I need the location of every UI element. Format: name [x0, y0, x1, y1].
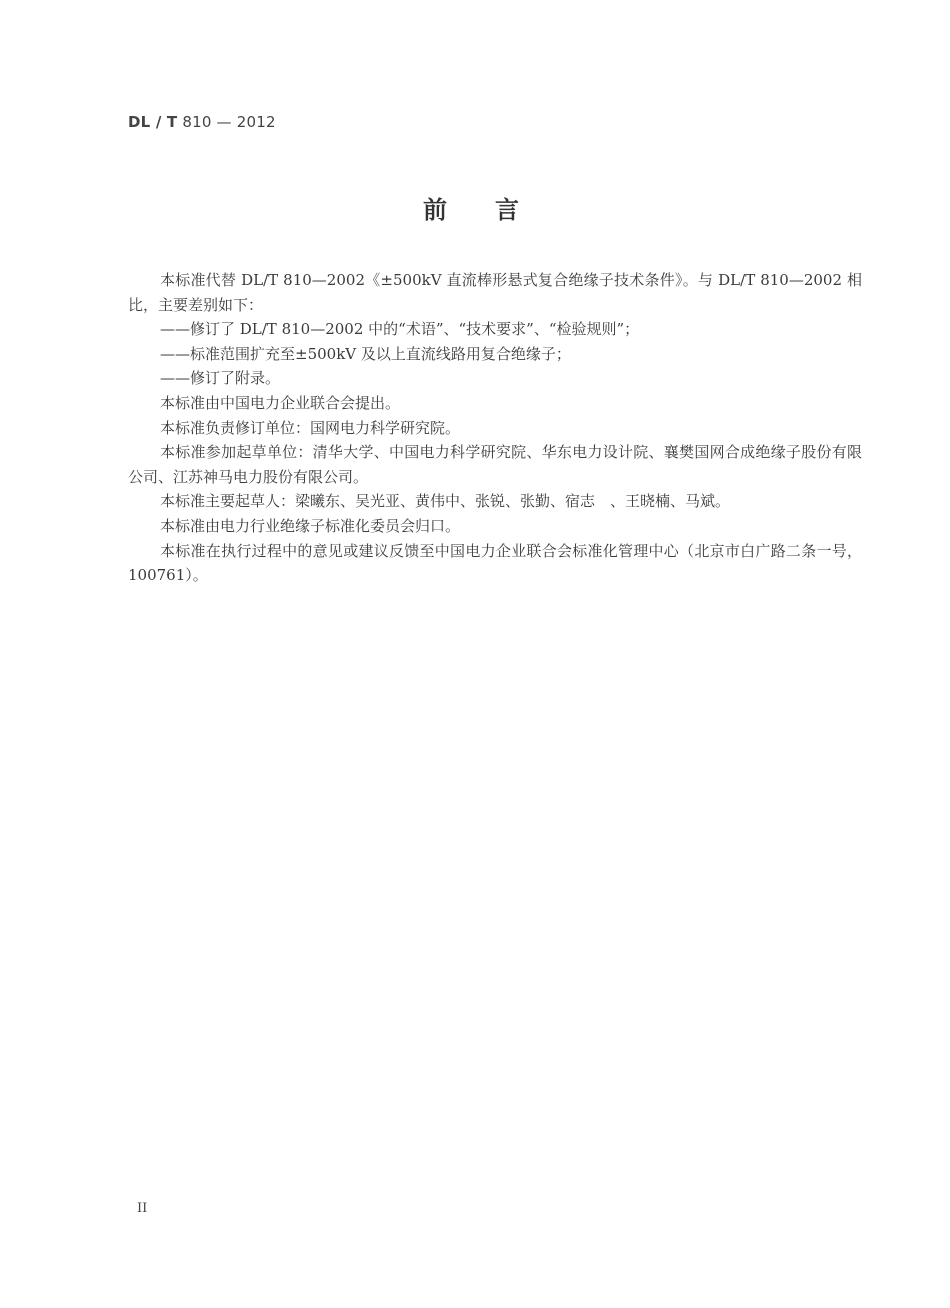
document-code-prefix: DL / T [128, 113, 178, 131]
paragraph-centralized-by: 本标准由电力行业绝缘子标准化委员会归口。 [160, 516, 461, 535]
paragraph-replacement-notice: 本标准代替 DL/T 810—2002《±500kV 直流棒形悬式复合绝缘子技术条件》。与 DL/T 810—2002 相比，主要差别如下： [128, 271, 862, 314]
document-code [128, 113, 276, 131]
paragraph-responsible-unit: 本标准负责修订单位：国网电力科学研究院。 [160, 418, 461, 437]
paragraph-feedback-address: 本标准在执行过程中的意见或建议反馈至中国电力企业联合会标准化管理中心（北京市白广路二条一号，100761）。 [128, 541, 862, 585]
list-item-scope-extension: ——标准范围扩充至±500kV 及以上直流线路用复合绝缘子； [160, 344, 571, 363]
foreword-body [128, 268, 862, 588]
page-number: II [137, 1201, 148, 1216]
list-item-revised-appendix: ——修订了附录。 [160, 369, 281, 388]
paragraph-main-drafters: 本标准主要起草人：梁曦东、吴光亚、黄伟中、张锐、张勤、宿志 、王晓楠、马斌。 [160, 492, 731, 511]
document-code-suffix: 810 — 2012 [177, 113, 276, 131]
list-item-revised-sections: ——修订了 DL/T 810—2002 中的“术语”、“技术要求”、“检验规则”； [160, 320, 640, 339]
paragraph-proposer: 本标准由中国电力企业联合会提出。 [160, 393, 401, 412]
page-title: 前言 [423, 196, 567, 224]
paragraph-participating-units: 本标准参加起草单位：清华大学、中国电力科学研究院、华东电力设计院、襄樊国网合成绝缘子股份有限公司、江苏神马电力股份有限公司。 [128, 443, 862, 486]
